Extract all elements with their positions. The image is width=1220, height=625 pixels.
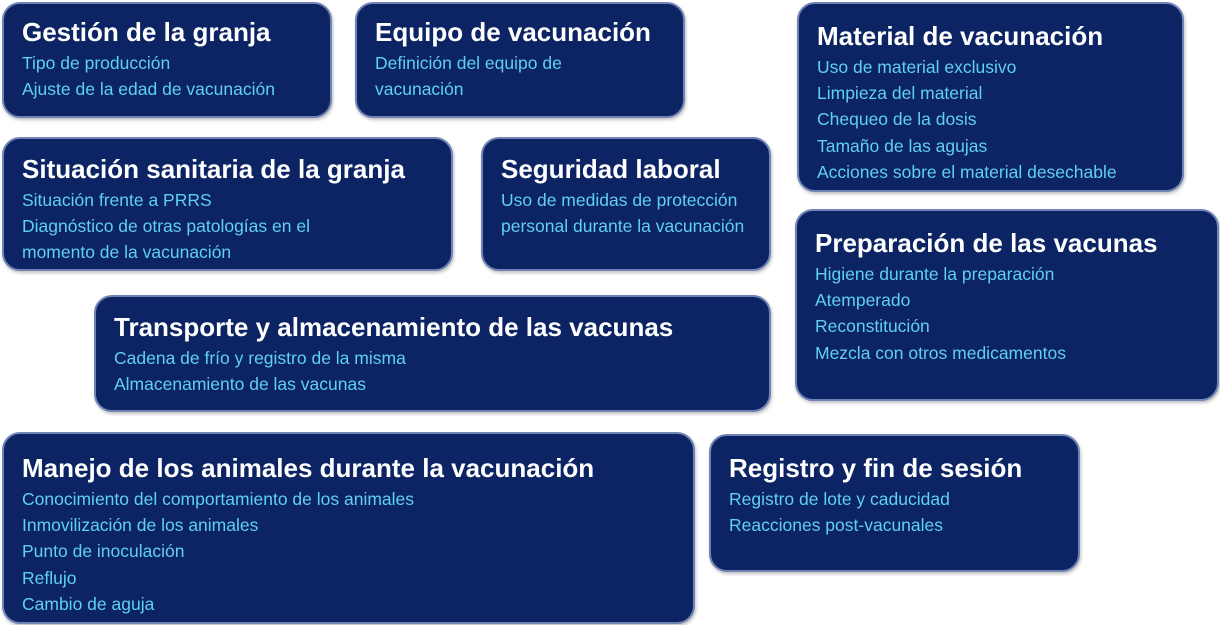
list-item: Almacenamiento de las vacunas xyxy=(114,374,366,395)
card-title: Situación sanitaria de la granja xyxy=(22,154,405,184)
card-preparacion-vacunas xyxy=(795,209,1219,401)
list-item: Acciones sobre el material desechable xyxy=(817,161,1117,182)
list-item: Tamaño de las agujas xyxy=(817,135,988,156)
card-item-list xyxy=(22,187,435,266)
list-item: Chequeo de la dosis xyxy=(817,109,977,130)
card-title: Gestión de la granja xyxy=(22,17,271,47)
card-item-list xyxy=(729,486,1062,538)
card-item-list xyxy=(22,486,677,617)
list-item: Registro de lote y caducidad xyxy=(729,489,950,509)
card-registro-fin-sesion xyxy=(709,434,1080,572)
list-item: Inmovilización de los animales xyxy=(22,515,259,536)
card-equipo-vacunacion xyxy=(355,2,685,118)
list-item: Definición del equipo de vacunación xyxy=(375,53,562,100)
card-gestion-granja xyxy=(2,2,332,118)
list-item: Atemperado xyxy=(815,290,911,311)
list-item: Uso de material exclusivo xyxy=(817,57,1017,77)
list-item: Mezcla con otros medicamentos xyxy=(815,342,1066,363)
list-item: Higiene durante la preparación xyxy=(815,264,1055,284)
list-item: Conocimiento del comportamiento de los animales xyxy=(22,489,415,509)
list-item: Tipo de producción xyxy=(22,53,171,73)
card-item-list xyxy=(22,50,314,102)
card-manejo-animales xyxy=(2,432,695,624)
list-item: Cadena de frío y registro de la misma xyxy=(114,348,406,368)
list-item: Ajuste de la edad de vacunación xyxy=(22,79,275,100)
card-material-vacunacion xyxy=(797,2,1184,192)
card-title: Transporte y almacenamiento de las vacunas xyxy=(114,312,674,342)
card-item-list xyxy=(375,50,667,102)
card-transporte-almacenamiento xyxy=(94,295,771,412)
card-situacion-sanitaria xyxy=(2,137,453,271)
list-item: Punto de inoculación xyxy=(22,541,185,562)
list-item: Reflujo xyxy=(22,567,77,588)
card-item-list xyxy=(501,187,753,239)
list-item: Diagnóstico de otras patologías en el momento de la vacunación xyxy=(22,216,310,263)
list-item: Uso de medidas de protección personal durante la vacunación xyxy=(501,190,745,237)
list-item: Reacciones post-vacunales xyxy=(729,515,944,536)
card-seguridad-laboral xyxy=(481,137,771,271)
card-item-list xyxy=(114,345,753,397)
card-title: Equipo de vacunación xyxy=(375,17,651,47)
card-title: Preparación de las vacunas xyxy=(815,228,1158,258)
list-item: Situación frente a PRRS xyxy=(22,190,212,210)
card-title: Material de vacunación xyxy=(817,21,1104,51)
card-title: Manejo de los animales durante la vacunación xyxy=(22,453,595,483)
list-item: Reconstitución xyxy=(815,316,930,337)
card-title: Seguridad laboral xyxy=(501,154,721,184)
card-item-list xyxy=(815,261,1201,366)
card-title: Registro y fin de sesión xyxy=(729,453,1023,483)
card-item-list xyxy=(817,54,1166,185)
list-item: Limpieza del material xyxy=(817,83,983,104)
list-item: Cambio de aguja xyxy=(22,593,155,614)
